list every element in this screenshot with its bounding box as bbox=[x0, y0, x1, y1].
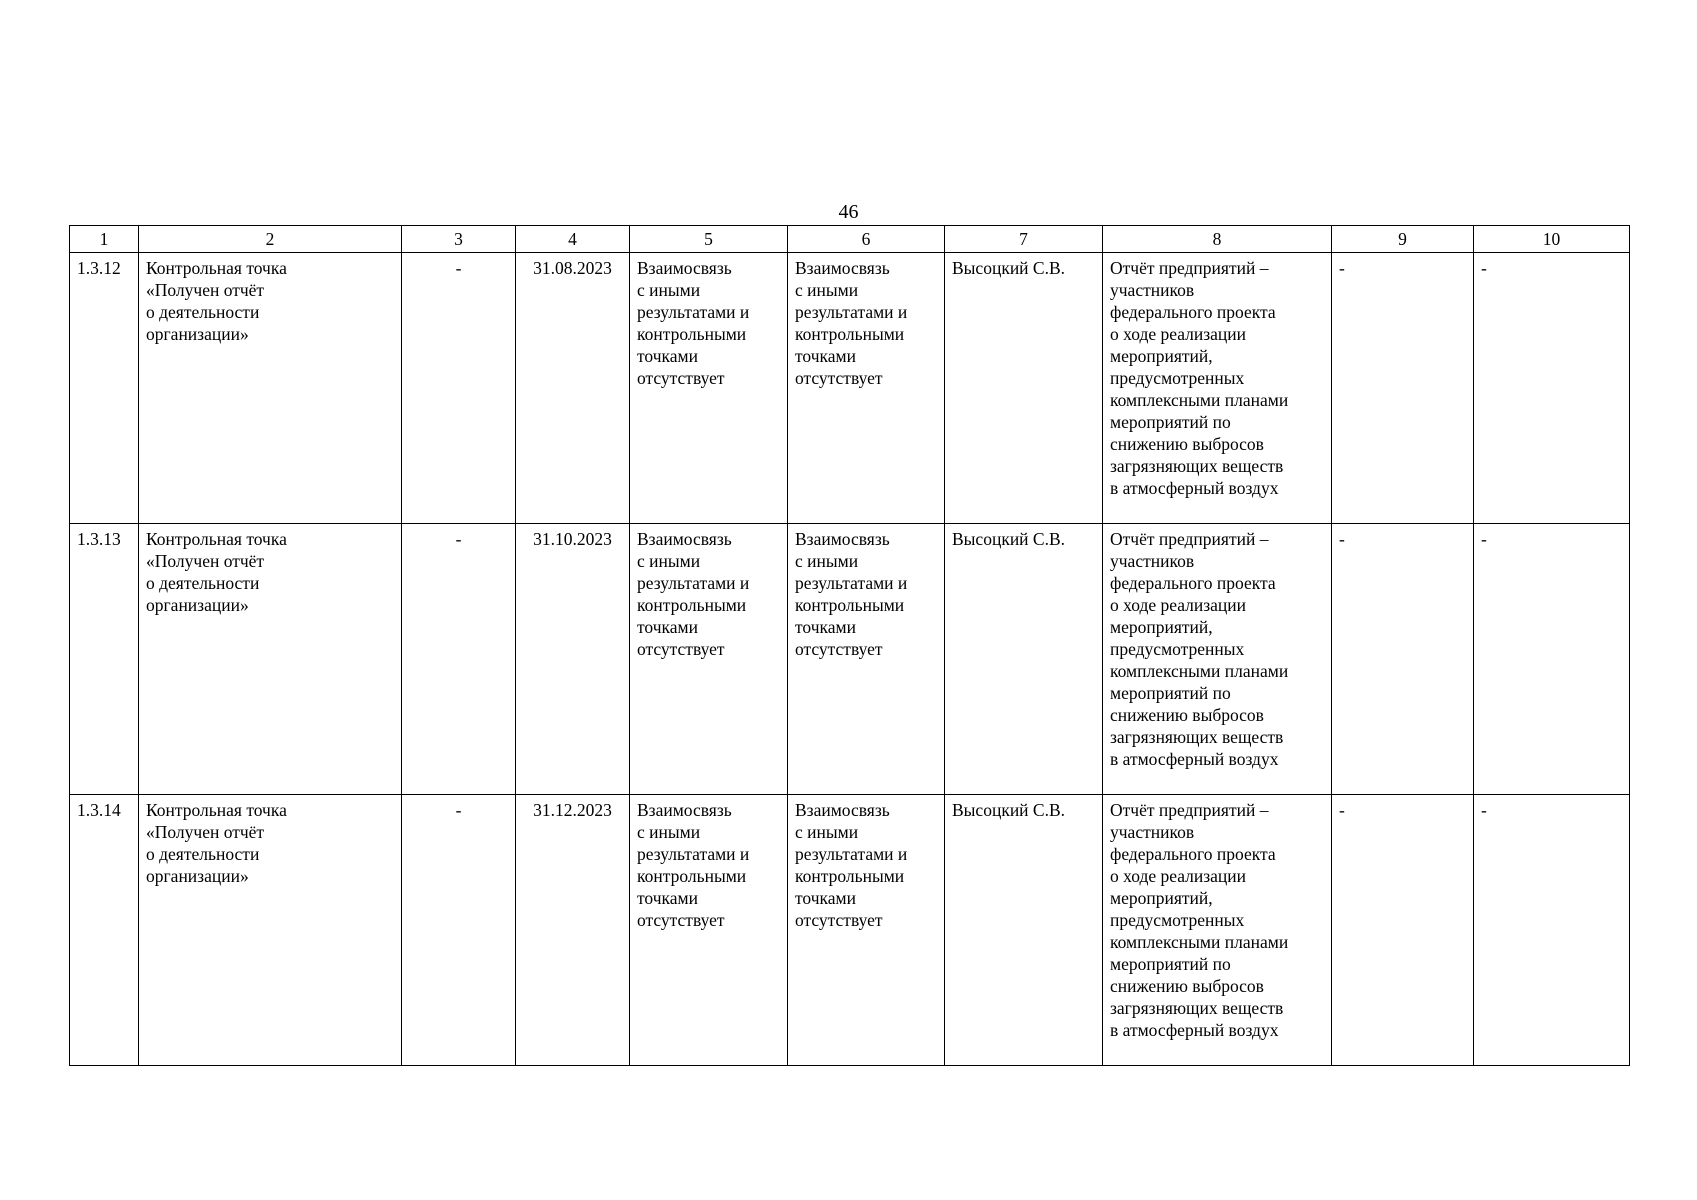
column-header: 7 bbox=[945, 226, 1103, 253]
cell-line: «Получен отчёт bbox=[146, 551, 265, 571]
page-number: 46 bbox=[838, 201, 859, 223]
cell-line: Отчёт предприятий – bbox=[1110, 800, 1269, 820]
cell-line: с иными bbox=[795, 822, 859, 842]
cell-line: в атмосферный воздух bbox=[1110, 749, 1279, 769]
cell-line: Отчёт предприятий – bbox=[1110, 529, 1269, 549]
cell-line: результатами и bbox=[637, 302, 750, 322]
cell-line: с иными bbox=[637, 280, 701, 300]
cell-line: предусмотренных bbox=[1110, 910, 1245, 930]
column-header: 5 bbox=[630, 226, 788, 253]
cell-line: точками bbox=[795, 617, 856, 637]
cell-line: загрязняющих веществ bbox=[1110, 456, 1284, 476]
cell-line: предусмотренных bbox=[1110, 639, 1245, 659]
cell-line: Взаимосвязь bbox=[795, 258, 890, 278]
table-row bbox=[70, 795, 1630, 1066]
column-header: 9 bbox=[1332, 226, 1474, 253]
cell-line: Взаимосвязь bbox=[637, 529, 732, 549]
column-header: 6 bbox=[788, 226, 945, 253]
row-code: 1.3.13 bbox=[70, 524, 139, 795]
cell-line: отсутствует bbox=[795, 910, 883, 930]
cell-line: «Получен отчёт bbox=[146, 280, 265, 300]
cell-line: федерального проекта bbox=[1110, 302, 1276, 322]
cell-line: контрольными bbox=[795, 595, 905, 615]
cell-line: результатами и bbox=[795, 844, 908, 864]
relation-text bbox=[788, 524, 945, 795]
column-header: 3 bbox=[402, 226, 516, 253]
column-header: 4 bbox=[516, 226, 630, 253]
cell-line: участников bbox=[1110, 280, 1195, 300]
cell-line: с иными bbox=[795, 551, 859, 571]
col9-value: - bbox=[1332, 795, 1474, 1066]
cell-line: организации» bbox=[146, 595, 249, 615]
col3-value: - bbox=[402, 524, 516, 795]
column-header: 2 bbox=[139, 226, 402, 253]
cell-line: Отчёт предприятий – bbox=[1110, 258, 1269, 278]
relation-text bbox=[630, 524, 788, 795]
cell-line: Контрольная точка bbox=[146, 258, 287, 278]
col9-value: - bbox=[1332, 524, 1474, 795]
table-row bbox=[70, 253, 1630, 524]
relation-text bbox=[630, 795, 788, 1066]
cell-line: участников bbox=[1110, 551, 1195, 571]
cell-line: снижению выбросов bbox=[1110, 434, 1264, 454]
responsible-person: Высоцкий С.В. bbox=[945, 253, 1103, 524]
cell-line: отсутствует bbox=[637, 910, 725, 930]
cell-line: с иными bbox=[637, 551, 701, 571]
cell-line: результатами и bbox=[637, 844, 750, 864]
cell-line: федерального проекта bbox=[1110, 573, 1276, 593]
relation-text bbox=[630, 253, 788, 524]
cell-line: Контрольная точка bbox=[146, 529, 287, 549]
report-description bbox=[1103, 524, 1332, 795]
cell-line: о деятельности bbox=[146, 573, 260, 593]
cell-line: Взаимосвязь bbox=[637, 258, 732, 278]
cell-line: отсутствует bbox=[795, 368, 883, 388]
cell-line: контрольными bbox=[637, 324, 747, 344]
cell-line: комплексными планами bbox=[1110, 390, 1289, 410]
cell-line: снижению выбросов bbox=[1110, 705, 1264, 725]
cell-line: комплексными планами bbox=[1110, 932, 1289, 952]
cell-line: загрязняющих веществ bbox=[1110, 998, 1284, 1018]
row-code: 1.3.14 bbox=[70, 795, 139, 1066]
control-point-name bbox=[139, 524, 402, 795]
cell-line: предусмотренных bbox=[1110, 368, 1245, 388]
cell-line: точками bbox=[795, 888, 856, 908]
row-code: 1.3.12 bbox=[70, 253, 139, 524]
column-header: 10 bbox=[1474, 226, 1630, 253]
control-point-name bbox=[139, 795, 402, 1066]
cell-line: мероприятий, bbox=[1110, 617, 1213, 637]
cell-line: о ходе реализации bbox=[1110, 324, 1247, 344]
cell-line: Контрольная точка bbox=[146, 800, 287, 820]
cell-line: о ходе реализации bbox=[1110, 595, 1247, 615]
col10-value: - bbox=[1474, 524, 1630, 795]
cell-line: мероприятий, bbox=[1110, 346, 1213, 366]
cell-line: мероприятий по bbox=[1110, 412, 1231, 432]
cell-line: Взаимосвязь bbox=[637, 800, 732, 820]
cell-line: результатами и bbox=[795, 302, 908, 322]
relation-text bbox=[788, 795, 945, 1066]
header-row bbox=[70, 226, 1630, 253]
cell-line: контрольными bbox=[637, 595, 747, 615]
cell-line: точками bbox=[637, 346, 698, 366]
cell-line: Взаимосвязь bbox=[795, 800, 890, 820]
responsible-person: Высоцкий С.В. bbox=[945, 524, 1103, 795]
cell-line: отсутствует bbox=[637, 639, 725, 659]
col10-value: - bbox=[1474, 253, 1630, 524]
cell-line: результатами и bbox=[637, 573, 750, 593]
cell-line: Взаимосвязь bbox=[795, 529, 890, 549]
report-description bbox=[1103, 795, 1332, 1066]
cell-line: отсутствует bbox=[637, 368, 725, 388]
cell-line: с иными bbox=[795, 280, 859, 300]
cell-line: «Получен отчёт bbox=[146, 822, 265, 842]
cell-line: организации» bbox=[146, 866, 249, 886]
cell-line: отсутствует bbox=[795, 639, 883, 659]
due-date: 31.08.2023 bbox=[516, 253, 630, 524]
cell-line: снижению выбросов bbox=[1110, 976, 1264, 996]
col3-value: - bbox=[402, 253, 516, 524]
report-description bbox=[1103, 253, 1332, 524]
col10-value: - bbox=[1474, 795, 1630, 1066]
cell-line: участников bbox=[1110, 822, 1195, 842]
cell-line: мероприятий по bbox=[1110, 683, 1231, 703]
cell-line: точками bbox=[637, 617, 698, 637]
control-point-name bbox=[139, 253, 402, 524]
cell-line: загрязняющих веществ bbox=[1110, 727, 1284, 747]
column-header: 8 bbox=[1103, 226, 1332, 253]
column-header: 1 bbox=[70, 226, 139, 253]
cell-line: контрольными bbox=[795, 866, 905, 886]
due-date: 31.12.2023 bbox=[516, 795, 630, 1066]
cell-line: контрольными bbox=[795, 324, 905, 344]
col9-value: - bbox=[1332, 253, 1474, 524]
cell-line: результатами и bbox=[795, 573, 908, 593]
cell-line: точками bbox=[795, 346, 856, 366]
col3-value: - bbox=[402, 795, 516, 1066]
cell-line: о деятельности bbox=[146, 302, 260, 322]
cell-line: в атмосферный воздух bbox=[1110, 478, 1279, 498]
cell-line: о ходе реализации bbox=[1110, 866, 1247, 886]
responsible-person: Высоцкий С.В. bbox=[945, 795, 1103, 1066]
cell-line: комплексными планами bbox=[1110, 661, 1289, 681]
cell-line: федерального проекта bbox=[1110, 844, 1276, 864]
cell-line: контрольными bbox=[637, 866, 747, 886]
cell-line: с иными bbox=[637, 822, 701, 842]
cell-line: точками bbox=[637, 888, 698, 908]
due-date: 31.10.2023 bbox=[516, 524, 630, 795]
cell-line: мероприятий по bbox=[1110, 954, 1231, 974]
cell-line: о деятельности bbox=[146, 844, 260, 864]
table-row bbox=[70, 524, 1630, 795]
cell-line: организации» bbox=[146, 324, 249, 344]
control-points-table bbox=[69, 225, 1630, 1066]
relation-text bbox=[788, 253, 945, 524]
cell-line: мероприятий, bbox=[1110, 888, 1213, 908]
cell-line: в атмосферный воздух bbox=[1110, 1020, 1279, 1040]
